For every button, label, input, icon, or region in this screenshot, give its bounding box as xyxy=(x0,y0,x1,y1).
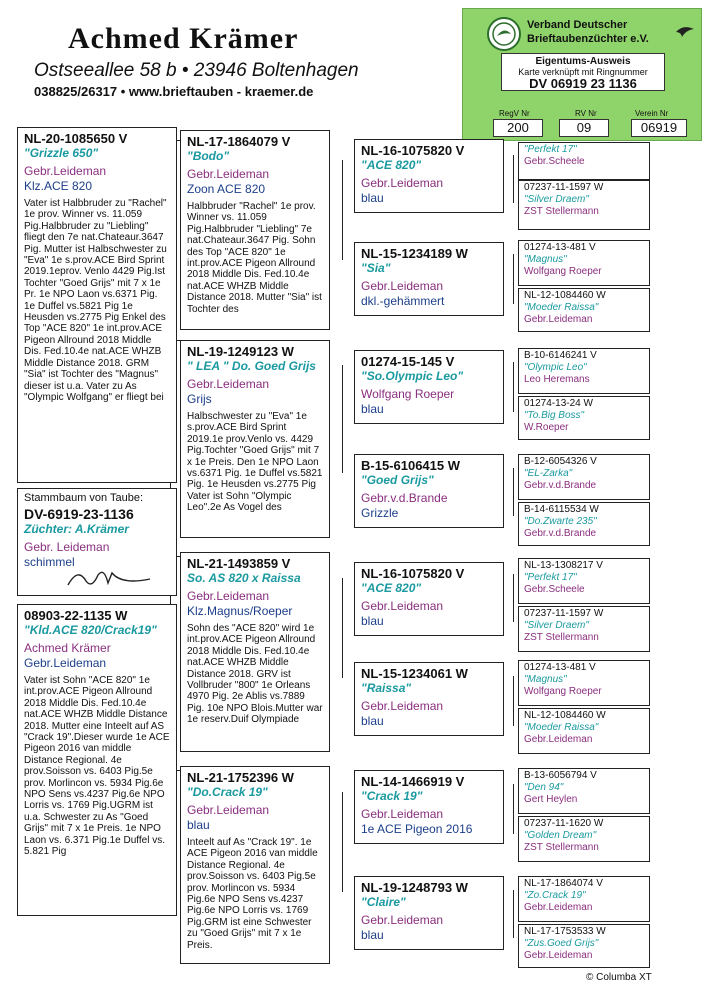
connector xyxy=(513,574,514,622)
ring-number: NL-21-1493859 V xyxy=(187,556,291,571)
pigeon-name: "Silver Draem" xyxy=(524,194,589,205)
value-verein: 06919 xyxy=(631,119,687,137)
breeder-line: Züchter: A.Krämer xyxy=(24,522,129,536)
pigeon-color: blau xyxy=(187,818,210,832)
pigeon-color: Klz.Magnus/Roeper xyxy=(187,604,293,618)
ancestor-card xyxy=(518,348,650,394)
pigeon-name: "Perfekt 17" xyxy=(524,144,577,155)
breeder: ZST Stellermann xyxy=(524,842,599,853)
ring-number: 07237-11-1597 W xyxy=(524,182,604,193)
pigeon-color: Grizzle xyxy=(361,506,399,520)
breeder: Gebr.Leideman xyxy=(524,314,593,325)
pigeon-name: "So.Olympic Leo" xyxy=(361,369,464,383)
ancestor-card xyxy=(518,240,650,286)
breeder: Gebr. Leideman xyxy=(24,540,110,554)
pigeon-color: dkl.-gehämmert xyxy=(361,294,445,308)
breeder: Gebr.Scheele xyxy=(524,584,585,595)
pigeon-color: schimmel xyxy=(24,555,75,569)
pigeon-color: Grijs xyxy=(187,392,212,406)
ancestor-card xyxy=(518,708,650,754)
subject-card xyxy=(17,488,177,596)
page-title: Achmed Krämer xyxy=(68,22,299,55)
breeder: Gebr.Leideman xyxy=(361,699,444,713)
ancestor-card xyxy=(518,768,650,814)
pigeon-info: Halbschwester zu "Eva" 1e s.prov.ACE Bird Sprint 2019.1e prov.Venlo vs. 4429 Pig.Tochter "Goed Grijs" mit 7 x 1e Preis. Den 1e NPO Laon vs.6371 Pig. 1e Duffel vs.5821 Pig. 1e Heusden vs.2775 Pig Vater ist Sohn "Olympic Leo".2e As Vogel des xyxy=(187,411,323,514)
ancestor-card xyxy=(518,142,650,180)
value-regv: 200 xyxy=(493,119,543,137)
great-grandparent-card xyxy=(354,350,504,424)
pigeon-name: So. AS 820 x Raissa xyxy=(187,571,301,585)
great-grandparent-card xyxy=(354,562,504,636)
pigeon-info: Sohn des "ACE 820" wird 1e int.prov.ACE Pigeon Allround 2018 Middle Dis. Fed.10.4e nat.ACE WHZB Middle Distance 2018. GRV ist Vollbruder "800" 1e Orleans 4970 Pig. 2e Ablis vs.7889 Pig. 10e NPO Blois.Mutter war 1e reserv.Duif Olympiade xyxy=(187,623,323,726)
pigeon-name: "Claire" xyxy=(361,895,406,909)
ancestor-card xyxy=(518,876,650,922)
ring-number: NL-14-1466919 V xyxy=(361,774,465,789)
breeder: Gebr.Leideman xyxy=(187,803,270,817)
ring-number: B-10-6146241 V xyxy=(524,350,597,361)
pigeon-color: Klz.ACE 820 xyxy=(24,179,93,193)
pigeon-name: "Silver Draem" xyxy=(524,620,589,631)
ownership-card xyxy=(462,8,702,141)
ancestor-card xyxy=(518,660,650,706)
breeder: ZST Stellermann xyxy=(524,632,599,643)
ring-number: B-15-6106415 W xyxy=(361,458,460,473)
contact-line: 038825/26317 • www.brieftauben - kraemer.de xyxy=(34,84,314,99)
pigeon-name: "ACE 820" xyxy=(361,158,422,172)
breeder: Gebr.Leideman xyxy=(361,913,444,927)
breeder: Achmed Krämer xyxy=(24,641,111,655)
pigeon-info: Halbbruder "Rachel" 1e prov. Winner vs. 11.059 Pig.Halbbruder "Liebling" 7e nat.Chateaur.3647 Pig. Sohn des Top "ACE 820" 1e int.prov.ACE Pigeon Allround 2018 Middle Dis. Fed.10.4e nat.ACE WHZB Middle Distance 2018. Mutter "Sia" ist Tochter des xyxy=(187,201,322,315)
ring-number: NL-17-1864074 V xyxy=(524,878,603,889)
bird-icon xyxy=(675,23,695,44)
breeder: Gebr.v.d.Brande xyxy=(524,480,597,491)
address: Ostseeallee 58 b • 23946 Boltenhagen xyxy=(34,60,359,81)
pigeon-color: 1e ACE Pigeon 2016 xyxy=(361,822,473,836)
connector xyxy=(342,365,343,473)
breeder: Gebr.Leideman xyxy=(24,164,107,178)
breeder: Gebr.Leideman xyxy=(524,902,593,913)
pigeon-name: "Perfekt 17" xyxy=(524,572,577,583)
pigeon-color: Gebr.Leideman xyxy=(24,656,107,670)
pigeon-name: "Magnus" xyxy=(524,674,567,685)
ring-number: B-14-6115534 W xyxy=(524,504,599,515)
ring-number: NL-16-1075820 V xyxy=(361,566,465,581)
ring-number: 08903-22-1135 W xyxy=(24,608,128,623)
pigeon-color: Zoon ACE 820 xyxy=(187,182,266,196)
pigeon-color: blau xyxy=(361,191,384,205)
copyright: © Columba XT xyxy=(586,972,652,983)
pigeon-name: "Crack 19" xyxy=(361,789,423,803)
breeder: Gebr.Scheele xyxy=(524,156,585,167)
ring-number: NL-19-1249123 W xyxy=(187,344,294,359)
ring-number: DV-6919-23-1136 xyxy=(24,506,134,522)
grandparent-card xyxy=(180,552,330,752)
mother-card xyxy=(17,604,177,916)
ancestor-card xyxy=(518,606,650,652)
connector xyxy=(342,160,343,260)
pigeon-name: "Moeder Raissa" xyxy=(524,302,599,313)
breeder: Wolfgang Roeper xyxy=(524,266,602,277)
breeder: W.Roeper xyxy=(524,422,569,433)
pigeon-info: Inteelt auf As "Crack 19". 1e ACE Pigeon 2016 van middle Distance Regional. 4e prov.Soisson vs. 6403 Pig.5e prov. Morlincon vs. 5934 Pig.6e NPO Sens vs.4237 Pig.6e NPO Lorris vs. 1769 Pig.GRM ist eine Schwester zu "Goed Grijs" mit 7 x 1e Preis. xyxy=(187,837,318,951)
pigeon-name: "Goed Grijs" xyxy=(361,473,434,487)
ring-number: NL-15-1234061 W xyxy=(361,666,468,681)
connector xyxy=(513,890,514,938)
grandparent-card xyxy=(180,766,330,964)
pigeon-name: "Bodo" xyxy=(187,149,230,163)
grandparent-card xyxy=(180,340,330,538)
pigeon-name: "Zo.Crack 19" xyxy=(524,890,586,901)
ring-number: NL-19-1248793 W xyxy=(361,880,468,895)
ring-number: NL-12-1084460 W xyxy=(524,290,606,301)
connector xyxy=(513,254,514,304)
pigeon-name: "Olympic Leo" xyxy=(524,362,587,373)
pigeon-name: "Grizzle 650" xyxy=(24,146,99,160)
ring-number: B-12-6054326 V xyxy=(524,456,597,467)
ring-number: B-13-6056794 V xyxy=(524,770,597,781)
ancestor-card xyxy=(518,558,650,604)
breeder: ZST Stellermann xyxy=(524,206,599,217)
pigeon-color: blau xyxy=(361,614,384,628)
ancestor-card xyxy=(518,288,650,332)
breeder: Gebr.Leideman xyxy=(187,377,270,391)
ring-number: NL-12-1084460 W xyxy=(524,710,606,721)
great-grandparent-card xyxy=(354,454,504,528)
ring-number: NL-20-1085650 V xyxy=(24,131,128,146)
pigeon-color: blau xyxy=(361,928,384,942)
pigeon-name: "EL-Zarka" xyxy=(524,468,573,479)
connector xyxy=(513,676,514,726)
card-subtitle: Karte verknüpft mit Ringnummer xyxy=(518,67,648,77)
connector xyxy=(342,792,343,892)
ancestor-card xyxy=(518,454,650,500)
value-rv: 09 xyxy=(559,119,609,137)
ancestor-card xyxy=(518,502,650,546)
pigeon-info: Vater ist Sohn "ACE 820" 1e int.prov.ACE Pigeon Allround 2018 Middle Dis. Fed.10.4e nat.ACE WHZB Middle Distance 2018. Mutter eine Inteelt auf AS "Crack 19".Dieser wurde 1e ACE Pigeon 2016 van middle Distance Regional. 4e prov.Soisson vs. 6403 Pig.5e prov. Morlincon vs. 5934 Pig.6e NPO Sens vs.4237 Pig.6e NPO Lorris vs. 1769 Pig.UGRM ist u.a. Schwester zu As "Goed Grijs" mit 7 x 1e Preis. 1e NPO Laon vs. 6.371 Pig.1e Duffel vs. 5.821 Pig xyxy=(24,675,170,858)
ring-number: NL-13-1308217 V xyxy=(524,560,603,571)
vdb-logo xyxy=(487,17,521,51)
label-rv: RV Nr xyxy=(575,109,597,118)
pigeon-name: "Do.Crack 19" xyxy=(187,785,268,799)
pigeon-name: "To.Big Boss" xyxy=(524,410,585,421)
ring-number: 01274-13-24 W xyxy=(524,398,593,409)
label-regv: RegV Nr xyxy=(499,109,530,118)
pigeon-name: "Moeder Raissa" xyxy=(524,722,599,733)
pigeon-name: "Kld.ACE 820/Crack19" xyxy=(24,623,157,637)
father-card xyxy=(17,127,177,483)
ancestor-card xyxy=(518,180,650,230)
pigeon-name: "Magnus" xyxy=(524,254,567,265)
breeder: Gert Heylen xyxy=(524,794,578,805)
pigeon-name: "Sia" xyxy=(361,261,391,275)
card-title: Eigentums-Ausweis xyxy=(535,56,631,67)
ancestor-card xyxy=(518,816,650,862)
ring-number: NL-21-1752396 W xyxy=(187,770,294,785)
pigeon-color: blau xyxy=(361,714,384,728)
great-grandparent-card xyxy=(354,139,504,213)
breeder: Gebr.v.d.Brande xyxy=(524,528,597,539)
grandparent-card xyxy=(180,130,330,330)
connector xyxy=(513,155,514,203)
ring-number: 01274-13-481 V xyxy=(524,242,596,253)
great-grandparent-card xyxy=(354,662,504,736)
pigeon-color: blau xyxy=(361,402,384,416)
ring-number: NL-16-1075820 V xyxy=(361,143,465,158)
pigeon-name: " LEA " Do. Goed Grijs xyxy=(187,359,316,373)
breeder: Gebr.v.d.Brande xyxy=(361,491,448,505)
ring-number: NL-17-1753533 W xyxy=(524,926,606,937)
breeder: Gebr.Leideman xyxy=(361,807,444,821)
card-ring: DV 06919 23 1136 xyxy=(529,76,637,91)
connector xyxy=(513,784,514,834)
breeder: Gebr.Leideman xyxy=(187,589,270,603)
pigeon-name: "Golden Dream" xyxy=(524,830,597,841)
org-name-2: Brieftaubenzüchter e.V. xyxy=(527,33,649,45)
breeder: Gebr.Leideman xyxy=(524,950,593,961)
breeder: Gebr.Leideman xyxy=(187,167,270,181)
pigeon-name: "Raissa" xyxy=(361,681,412,695)
breeder: Leo Heremans xyxy=(524,374,590,385)
breeder: Gebr.Leideman xyxy=(361,599,444,613)
connector xyxy=(513,362,514,412)
breeder: Gebr.Leideman xyxy=(361,176,444,190)
breeder: Gebr.Leideman xyxy=(361,279,444,293)
signature xyxy=(64,565,154,591)
pigeon-info: Vater ist Halbbruder zu "Rachel" 1e prov. Winner vs. 11.059 Pig.Halbbruder zu "Liebling" fliegt den 7e nat.Chateaur.3647 Pig. Mutter ist Halbschwester zu "Eva" 1e s.prov.ACE Bird Sprint 2019.1eprov. Venlo 4429 Pig.Ist Tochter "Goed Grijs" mit 7 x 1e Pr. 1e NPO Laon vs.6371 Pig. 1e Duffel vs.5821 Pig 1e Heusden vs.2775 Pig Enkel des Top "ACE 820" 1e int.prov.ACE Pigeon Allround 2018 Middle Dis. Fed.10.4e nat.ACE WHZB Middle Distance 2018. GRM "Sia" ist Tochter des "Magnus" dieser ist u.a. Vater zu As "Olympic Wolfgang" er fliegt bei xyxy=(24,198,167,403)
great-grandparent-card xyxy=(354,242,504,316)
ring-number: 01274-13-481 V xyxy=(524,662,596,673)
ring-number: 07237-11-1597 W xyxy=(524,608,604,619)
ring-number: NL-15-1234189 W xyxy=(361,246,468,261)
pigeon-name: "Do.Zwarte 235" xyxy=(524,516,597,527)
great-grandparent-card xyxy=(354,770,504,844)
connector xyxy=(513,468,514,516)
great-grandparent-card xyxy=(354,876,504,950)
ring-number: NL-17-1864079 V xyxy=(187,134,291,149)
pigeon-name: "ACE 820" xyxy=(361,581,422,595)
connector xyxy=(342,578,343,678)
ring-number: 01274-15-145 V xyxy=(361,354,455,369)
ancestor-card xyxy=(518,924,650,968)
ancestor-card xyxy=(518,396,650,440)
pigeon-name: "Den 94" xyxy=(524,782,564,793)
breeder: Gebr.Leideman xyxy=(524,734,593,745)
pigeon-name: "Zus.Goed Grijs" xyxy=(524,938,599,949)
breeder: Wolfgang Roeper xyxy=(524,686,602,697)
org-name-1: Verband Deutscher xyxy=(527,19,628,31)
subject-caption: Stammbaum von Taube: xyxy=(24,492,144,504)
label-verein: Verein Nr xyxy=(635,109,669,118)
breeder: Wolfgang Roeper xyxy=(361,387,455,401)
id-title-box xyxy=(501,53,665,91)
ring-number: 07237-11-1620 W xyxy=(524,818,604,829)
